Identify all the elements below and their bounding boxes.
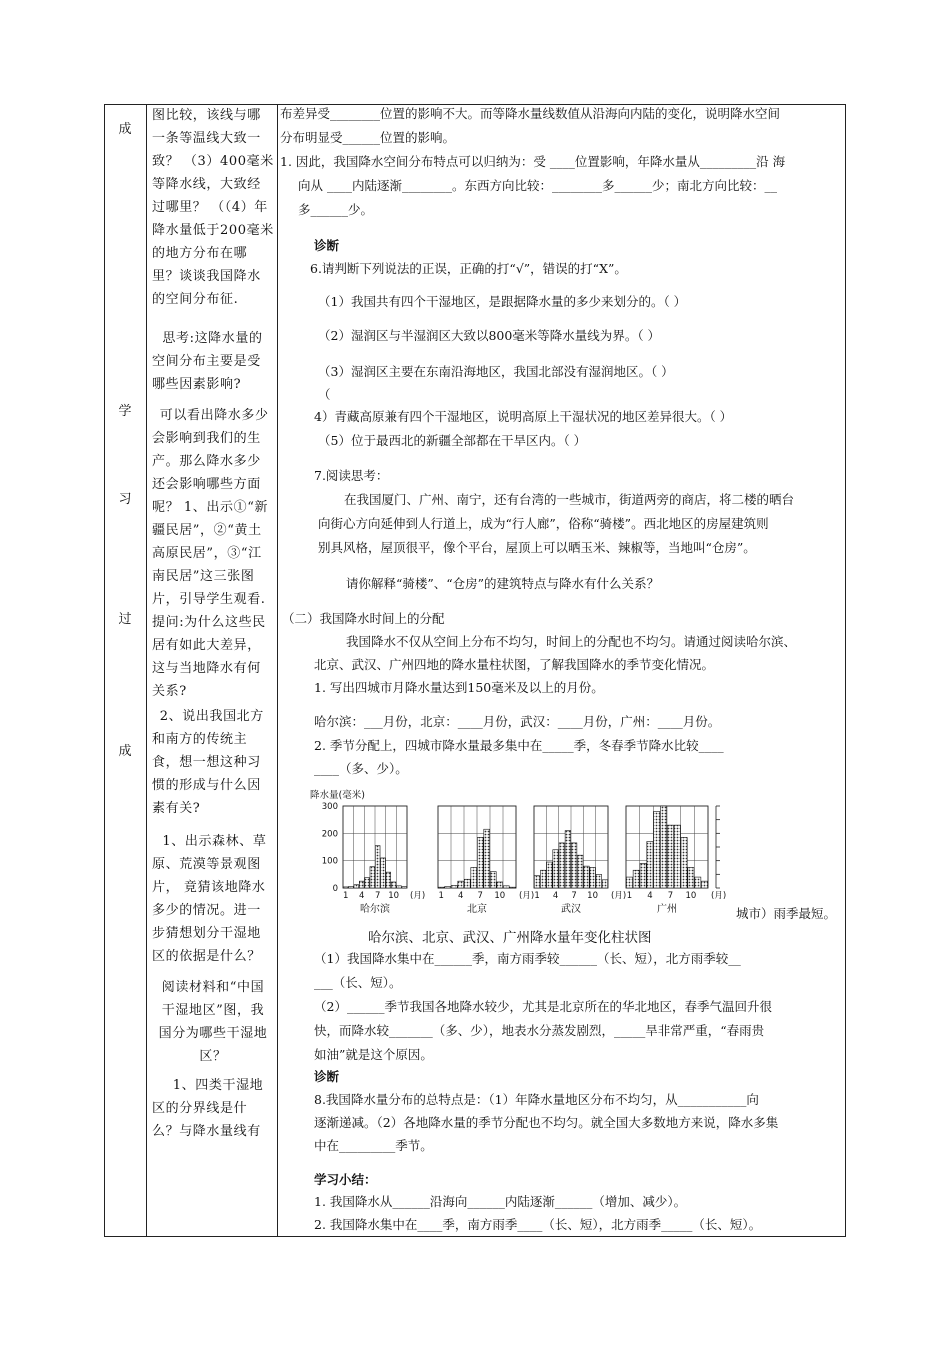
x-tick-label: 10 bbox=[685, 891, 697, 901]
question-item: （3）湿润区主要在东南沿海地区，我国北部没有湿润地区。（ ） bbox=[318, 364, 674, 379]
bar-北京 bbox=[477, 837, 483, 888]
bar-广州 bbox=[681, 837, 687, 888]
question-6: 6.请判断下列说法的正误，正确的打“√”，错误的打“X”。 bbox=[310, 261, 627, 276]
y-tick-label: 100 bbox=[321, 856, 338, 867]
bar-广州 bbox=[674, 825, 680, 888]
section-heading-diagnosis: 诊断 bbox=[314, 1069, 340, 1084]
x-tick-label: 7 bbox=[374, 891, 381, 901]
question-item: ____（多、少）。 bbox=[314, 761, 408, 776]
chart-caption: 哈尔滨、北京、武汉、广州降水量年变化柱状图 bbox=[368, 930, 652, 946]
city-label: 北京 bbox=[467, 904, 487, 915]
question-prompt: 请你解释“骑楼”、“仓房”的建筑特点与降水有什么关系？ bbox=[346, 576, 660, 591]
x-unit-label: (月) bbox=[711, 891, 727, 901]
question-item: ___（长、短）。 bbox=[314, 975, 402, 990]
bar-哈尔滨 bbox=[397, 886, 402, 888]
text-line: 1. 因此，我国降水空间分布特点可以归纳为：受 ____位置影响，年降水量从_________沿 海 bbox=[280, 154, 786, 169]
bar-哈尔滨 bbox=[354, 885, 359, 888]
paragraph-text: 我国降水不仅从空间上分布不均匀，时间上的分配也不均匀。请通过阅读哈尔滨、 bbox=[346, 634, 797, 649]
summary-item: 2. 我国降水集中在____季，南方雨季____（长、短），北方雨季_____（长、短）。 bbox=[314, 1217, 762, 1232]
bar-广州 bbox=[647, 842, 653, 888]
bar-广州 bbox=[688, 868, 694, 889]
city-label: 武汉 bbox=[561, 904, 581, 915]
bar-哈尔滨 bbox=[370, 867, 375, 888]
x-tick-label: 7 bbox=[667, 891, 674, 901]
question-7: 7.阅读思考： bbox=[314, 468, 389, 483]
bar-广州 bbox=[667, 825, 673, 888]
x-tick-label: 10 bbox=[388, 891, 400, 901]
bar-哈尔滨 bbox=[343, 887, 348, 888]
chart-y-label: 降水量(毫米) bbox=[310, 790, 365, 801]
text-line: 向从 ____内陆逐渐________。东西方向比较：________多______少；南北方向比较：__ bbox=[298, 178, 777, 193]
question-item: （1）我国共有四个干湿地区，是跟据降水量的多少来划分的。（ ） bbox=[318, 294, 687, 309]
column-divider-1 bbox=[146, 104, 147, 1237]
paragraph-text: 北京、武汉、广州四地的降水量柱状图，了解我国降水的季节变化情况。 bbox=[314, 657, 715, 672]
x-unit-label: (月) bbox=[410, 891, 426, 901]
bar-武汉 bbox=[602, 880, 608, 888]
bar-哈尔滨 bbox=[381, 858, 386, 888]
question-item: 逐渐递减。（2）各地降水量的季节分配也不均匀。就全国大多数地方来说，降水多集 bbox=[314, 1115, 779, 1130]
bar-北京 bbox=[503, 886, 509, 888]
bar-北京 bbox=[451, 886, 457, 888]
bar-广州 bbox=[660, 806, 666, 888]
stage-char: 成 bbox=[118, 122, 132, 137]
x-tick-label: 1 bbox=[534, 891, 540, 901]
y-tick-label: 300 bbox=[321, 802, 338, 812]
teacher-activity-column bbox=[152, 104, 274, 1143]
bar-北京 bbox=[490, 872, 496, 888]
question-item: 如油”就是这个原因。 bbox=[314, 1047, 433, 1062]
text-line: 布差异受________位置的影响不大。而等降水量线数值从沿海向内陆的变化，说明降水空间 bbox=[280, 106, 781, 121]
activity-text: 图比较，该线与哪一条等温线大致一致？ （3）400毫米等降水线，大致经过哪里？ （（4）年降水量低于200毫米的地方分布在哪里？谈谈我国降水的空间分布征. bbox=[152, 108, 274, 307]
bar-广州 bbox=[633, 870, 639, 888]
text-line: 多______少。 bbox=[298, 202, 374, 217]
city-label: 广州 bbox=[657, 904, 677, 915]
bar-广州 bbox=[654, 811, 660, 888]
summary-item: 1. 我国降水从______沿海向______内陆逐渐______（增加、减少）。 bbox=[314, 1194, 687, 1209]
stage-char: 习 bbox=[118, 492, 132, 507]
x-tick-label: 4 bbox=[458, 891, 464, 901]
activity-text: 思考:这降水量的空间分布主要是受哪些因素影响? bbox=[152, 331, 263, 392]
stage-char: 过 bbox=[118, 612, 132, 627]
bar-武汉 bbox=[571, 843, 577, 888]
x-tick-label: 1 bbox=[626, 891, 633, 901]
x-tick-label: 7 bbox=[477, 891, 483, 901]
city-label: 哈尔滨 bbox=[360, 904, 390, 915]
bar-北京 bbox=[484, 829, 490, 888]
activity-text: 1、四类干湿地区的分界线是什么？与降水量线有 bbox=[152, 1078, 264, 1139]
bar-武汉 bbox=[577, 855, 583, 888]
question-item: （5）位于最西北的新疆全部都在干旱区内。（ ） bbox=[318, 433, 587, 448]
bar-哈尔滨 bbox=[391, 882, 396, 888]
bar-武汉 bbox=[540, 870, 546, 888]
answer-line: 哈尔滨：___月份，北京：____月份，武汉：____月份，广州：____月份。 bbox=[314, 714, 721, 729]
section-heading-diagnosis: 诊断 bbox=[314, 238, 340, 253]
stage-label-column bbox=[104, 104, 146, 1237]
bar-哈尔滨 bbox=[359, 881, 364, 888]
bar-北京 bbox=[464, 879, 470, 888]
reading-text: 别具风格，屋顶很平，像个平台，屋顶上可以晒玉米、辣椒等，当地叫“仓房”。 bbox=[318, 540, 756, 555]
activity-text: 阅读材料和“中国干湿地区”图，我国分为哪些干湿地区？ bbox=[158, 980, 268, 1064]
bar-哈尔滨 bbox=[402, 887, 407, 888]
bar-广州 bbox=[701, 881, 707, 888]
bar-北京 bbox=[471, 868, 477, 889]
bar-武汉 bbox=[547, 862, 553, 888]
text-fragment: 城市）雨季最短。 bbox=[736, 906, 837, 921]
question-item: （2）湿润区与半湿润区大致以800毫米等降水量线为界。（ ） bbox=[318, 328, 661, 343]
y-tick-label: 0 bbox=[332, 884, 338, 894]
stage-char: 成 bbox=[118, 744, 132, 759]
precipitation-chart bbox=[310, 788, 835, 918]
section-title: （二）我国降水时间上的分配 bbox=[282, 611, 445, 626]
activity-text: 可以看出降水多少会影响到我们的生产。那么降水多少还会影响哪些方面呢？ 1、出示①“新疆民居”，②“黄土高原民居”，③“江南民居”这三张图片，引导学生观看.提问:为什么这些民居有如此大差异，这与当地降水有何关系? bbox=[152, 408, 269, 699]
bar-北京 bbox=[458, 881, 464, 888]
bar-北京 bbox=[438, 887, 444, 888]
bar-北京 bbox=[497, 882, 503, 888]
question-item: （2）______季节我国各地降水较少，尤其是北京所在的华北地区，春季气温回升很 bbox=[314, 999, 772, 1014]
x-unit-label: (月) bbox=[519, 891, 535, 901]
reading-text: 向街心方向延伸到人行道上，成为“行人廊”，俗称“骑楼”。西北地区的房屋建筑则 bbox=[318, 516, 769, 531]
stage-char: 学 bbox=[118, 404, 132, 419]
bar-武汉 bbox=[534, 876, 540, 888]
question-item: （ bbox=[318, 387, 331, 402]
bar-武汉 bbox=[565, 831, 571, 888]
bar-哈尔滨 bbox=[365, 878, 370, 888]
column-divider-2 bbox=[277, 104, 278, 1237]
question-item: （1）我国降水集中在______季，南方雨季较______（长、短），北方雨季较__ bbox=[314, 951, 741, 966]
question-item: 1. 写出四城市月降水量达到150毫米及以上的月份。 bbox=[314, 680, 604, 695]
text-line: 分布明显受______位置的影响。 bbox=[280, 130, 456, 145]
activity-text: 1、出示森林、草原、荒漠等景观图片， 竟猜该地降水多少的情况。进一步猜想划分干湿地区的依据是什么？ bbox=[152, 834, 267, 964]
question-item: 4）青藏高原兼有四个干湿地区，说明高原上干湿状况的地区差异很大。（ ） bbox=[314, 409, 733, 424]
question-item: 快，而降水较_______（多、少），地表水分蒸发剧烈，_____旱非常严重，“春雨贵 bbox=[314, 1023, 765, 1038]
question-item: 中在_________季节。 bbox=[314, 1138, 433, 1153]
question-8: 8.我国降水量分布的总特点是：（1）年降水量地区分布不均匀，从___________向 bbox=[314, 1092, 759, 1107]
bar-广州 bbox=[626, 877, 632, 888]
bar-武汉 bbox=[553, 850, 559, 888]
reading-text: 在我国厦门、广州、南宁，还有台湾的一些城市，街道两旁的商店，将二楼的晒台 bbox=[344, 492, 795, 507]
bar-武汉 bbox=[596, 874, 602, 888]
x-tick-label: 1 bbox=[438, 891, 444, 901]
bar-武汉 bbox=[584, 866, 590, 888]
x-tick-label: 7 bbox=[571, 891, 577, 901]
bar-哈尔滨 bbox=[386, 872, 391, 888]
bar-广州 bbox=[640, 863, 646, 888]
x-unit-label: (月) bbox=[611, 891, 627, 901]
bar-哈尔滨 bbox=[375, 846, 380, 888]
chart-svg bbox=[310, 788, 835, 918]
bar-武汉 bbox=[559, 843, 565, 888]
question-item: 2. 季节分配上，四城市降水量最多集中在_____季，冬春季节降水比较____ bbox=[314, 738, 724, 753]
bar-广州 bbox=[695, 877, 701, 888]
x-tick-label: 4 bbox=[358, 891, 365, 901]
bar-武汉 bbox=[590, 868, 596, 889]
x-tick-label: 4 bbox=[552, 891, 559, 901]
y-tick-label: 200 bbox=[321, 829, 338, 840]
summary-heading: 学习小结： bbox=[314, 1172, 377, 1187]
activity-text: 2、说出我国北方和南方的传统主食，想一想这种习惯的形成与什么因素有关? bbox=[152, 709, 264, 816]
bar-哈尔滨 bbox=[349, 886, 354, 888]
x-tick-label: 1 bbox=[342, 891, 349, 901]
bar-北京 bbox=[445, 886, 451, 888]
bar-北京 bbox=[510, 887, 516, 888]
x-tick-label: 10 bbox=[494, 891, 506, 901]
x-tick-label: 4 bbox=[647, 891, 653, 901]
x-tick-label: 10 bbox=[587, 891, 598, 901]
